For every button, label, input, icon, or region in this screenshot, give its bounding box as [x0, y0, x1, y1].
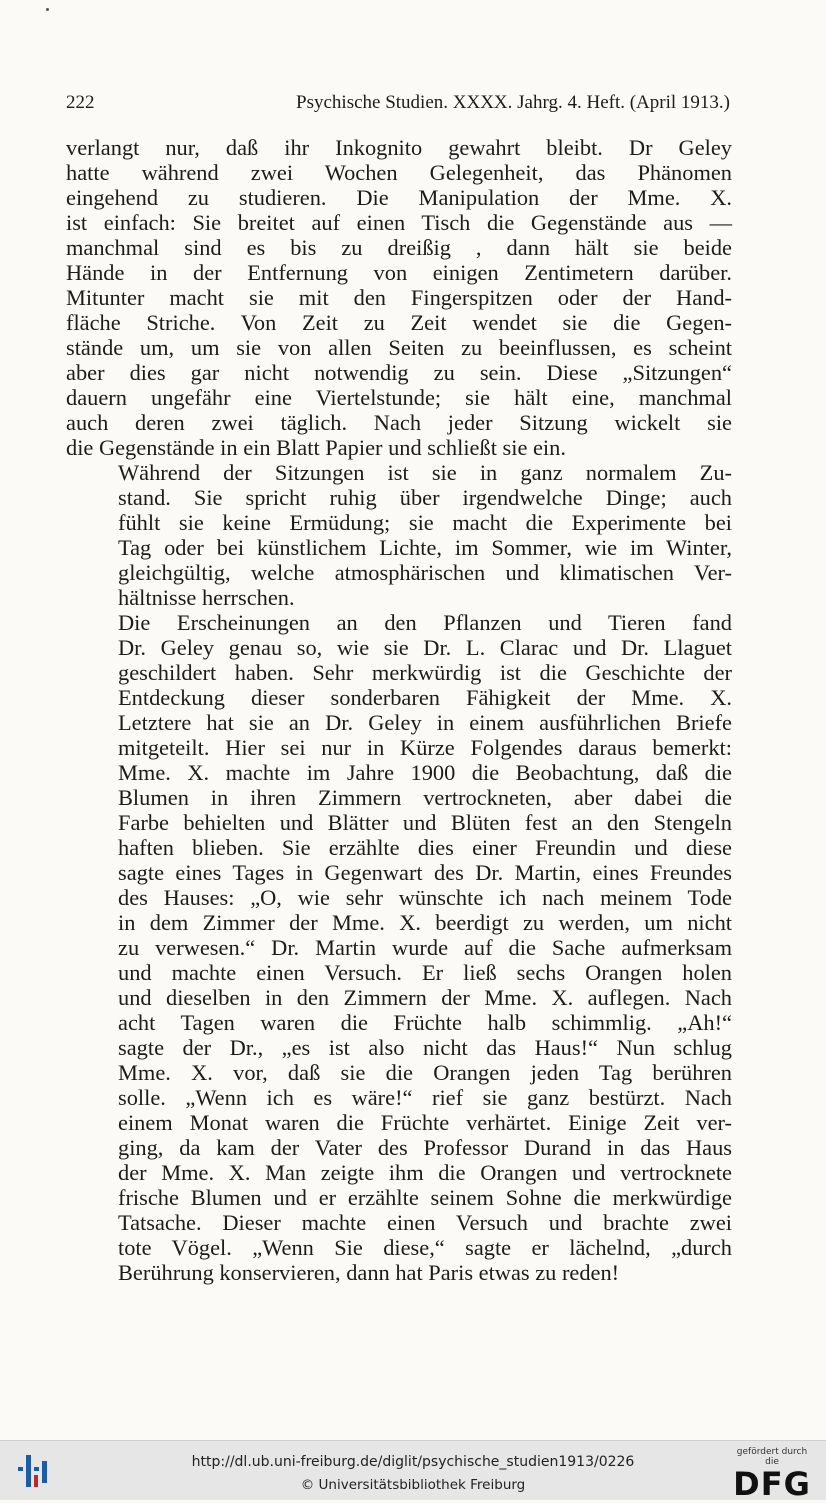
text-line: auch deren zwei täglich. Nach jeder Sitzung wickelt sie: [66, 410, 732, 435]
text-line: und dieselben in den Zimmern der Mme. X. auflegen. Nach: [118, 985, 732, 1010]
text-line: ist einfach: Sie breitet auf einen Tisch die Gegenstände aus —: [66, 210, 732, 235]
text-line: sagte der Dr., „es ist also nicht das Haus!“ Nun schlug: [118, 1035, 732, 1060]
text-line: und machte einen Versuch. Er ließ sechs Orangen holen: [118, 960, 732, 985]
text-line: acht Tagen waren die Früchte halb schimmlig. „Ah!“: [118, 1010, 732, 1035]
text-line: des Hauses: „O, wie sehr wünschte ich nach meinem Tode: [118, 885, 732, 910]
text-line: Mme. X. vor, daß sie die Orangen jeden Tag berühren: [118, 1060, 732, 1085]
scan-speck: [46, 8, 49, 11]
text-line: frische Blumen und er erzählte seinem Sohne die merkwürdige: [118, 1185, 732, 1210]
text-line: haften blieben. Sie erzählte dies einer Freundin und diese: [118, 835, 732, 860]
text-line: in dem Zimmer der Mme. X. beerdigt zu werden, um nicht: [118, 910, 732, 935]
text-line: Entdeckung dieser sonderbaren Fähigkeit der Mme. X.: [118, 685, 732, 710]
text-line: Tag oder bei künstlichem Lichte, im Sommer, wie im Winter,: [118, 535, 732, 560]
text-line: Mme. X. machte im Jahre 1900 die Beobachtung, daß die: [118, 760, 732, 785]
text-line: gleichgültig, welche atmosphärischen und klimatischen Ver-: [118, 560, 732, 585]
text-line: Blumen in ihren Zimmern vertrockneten, aber dabei die: [118, 785, 732, 810]
text-line: Hände in der Entfernung von einigen Zentimetern darüber.: [66, 260, 732, 285]
text-line: Die Erscheinungen an den Pflanzen und Tieren fand: [118, 610, 732, 635]
text-line: dauern ungefähr eine Viertelstunde; sie hält eine, manchmal: [66, 385, 732, 410]
text-line: aber dies gar nicht notwendig zu sein. Diese „Sitzungen“: [66, 360, 732, 385]
dfg-logo-text: DFG: [733, 1465, 811, 1503]
paragraph: [66, 610, 732, 1285]
text-line: stände um, um sie von allen Seiten zu beeinflussen, es scheint: [66, 335, 732, 360]
text-line: manchmal sind es bis zu dreißig , dann hält sie beide: [66, 235, 732, 260]
text-line: ging, da kam der Vater des Professor Durand in das Haus: [118, 1135, 732, 1160]
text-line: hältnisse herrschen.: [118, 585, 295, 610]
text-line: Letztere hat sie an Dr. Geley in einem ausführlichen Briefe: [118, 710, 732, 735]
text-line: sagte eines Tages in Gegenwart des Dr. Martin, eines Freundes: [118, 860, 732, 885]
paragraph: [66, 135, 732, 460]
text-line: verlangt nur, daß ihr Inkognito gewahrt bleibt. Dr Geley: [66, 135, 732, 160]
text-line: solle. „Wenn ich es wäre!“ rief sie ganz bestürzt. Nach: [118, 1085, 732, 1110]
text-line: eingehend zu studieren. Die Manipulation der Mme. X.: [66, 185, 732, 210]
footer-url[interactable]: http://dl.ub.uni-freiburg.de/diglit/psychische_studien1913/0226: [191, 1454, 635, 1470]
running-title: Psychische Studien. XXXX. Jahrg. 4. Heft. (April 1913.): [296, 92, 730, 113]
dfg-caption: gefördert durch die: [736, 1447, 808, 1467]
text-line: fühlt sie keine Ermüdung; sie macht die Experimente bei: [118, 510, 732, 535]
text-line: fläche Striche. Von Zeit zu Zeit wendet sie die Gegen-: [66, 310, 732, 335]
body-text: [66, 135, 732, 1285]
text-line: Tatsache. Dieser machte einen Versuch und brachte zwei: [118, 1210, 732, 1235]
text-line: mitgeteilt. Hier sei nur in Kürze Folgendes daraus bemerkt:: [118, 735, 732, 760]
text-line: Farbe behielten und Blätter und Blüten fest an den Stengeln: [118, 810, 732, 835]
text-line: die Gegenstände in ein Blatt Papier und schließt sie ein.: [66, 435, 566, 460]
text-line: tote Vögel. „Wenn Sie diese,“ sagte er lächelnd, „durch: [118, 1235, 732, 1260]
text-line: Dr. Geley genau so, wie sie Dr. L. Clarac und Dr. Llaguet: [118, 635, 732, 660]
footer-copyright: © Universitätsbibliothek Freiburg: [300, 1477, 526, 1493]
text-line: der Mme. X. Man zeigte ihm die Orangen und vertrocknete: [118, 1160, 732, 1185]
text-line: einem Monat waren die Früchte verhärtet. Einige Zeit ver-: [118, 1110, 732, 1135]
page-number: 222: [66, 92, 95, 113]
text-line: hatte während zwei Wochen Gelegenheit, das Phänomen: [66, 160, 732, 185]
paragraph: [66, 460, 732, 610]
text-line: Mitunter macht sie mit den Fingerspitzen oder der Hand-: [66, 285, 732, 310]
running-header: [66, 92, 730, 114]
text-line: zu verwesen.“ Dr. Martin wurde auf die Sache aufmerksam: [118, 935, 732, 960]
text-line: geschildert haben. Sehr merkwürdig ist die Geschichte der: [118, 660, 732, 685]
text-line: Während der Sitzungen ist sie in ganz normalem Zu-: [118, 460, 732, 485]
dfg-logo: [730, 1447, 814, 1503]
footer-bar: [0, 1440, 826, 1503]
text-line: Berührung konservieren, dann hat Paris etwas zu reden!: [118, 1260, 620, 1285]
text-line: stand. Sie spricht ruhig über irgendwelche Dinge; auch: [118, 485, 732, 510]
